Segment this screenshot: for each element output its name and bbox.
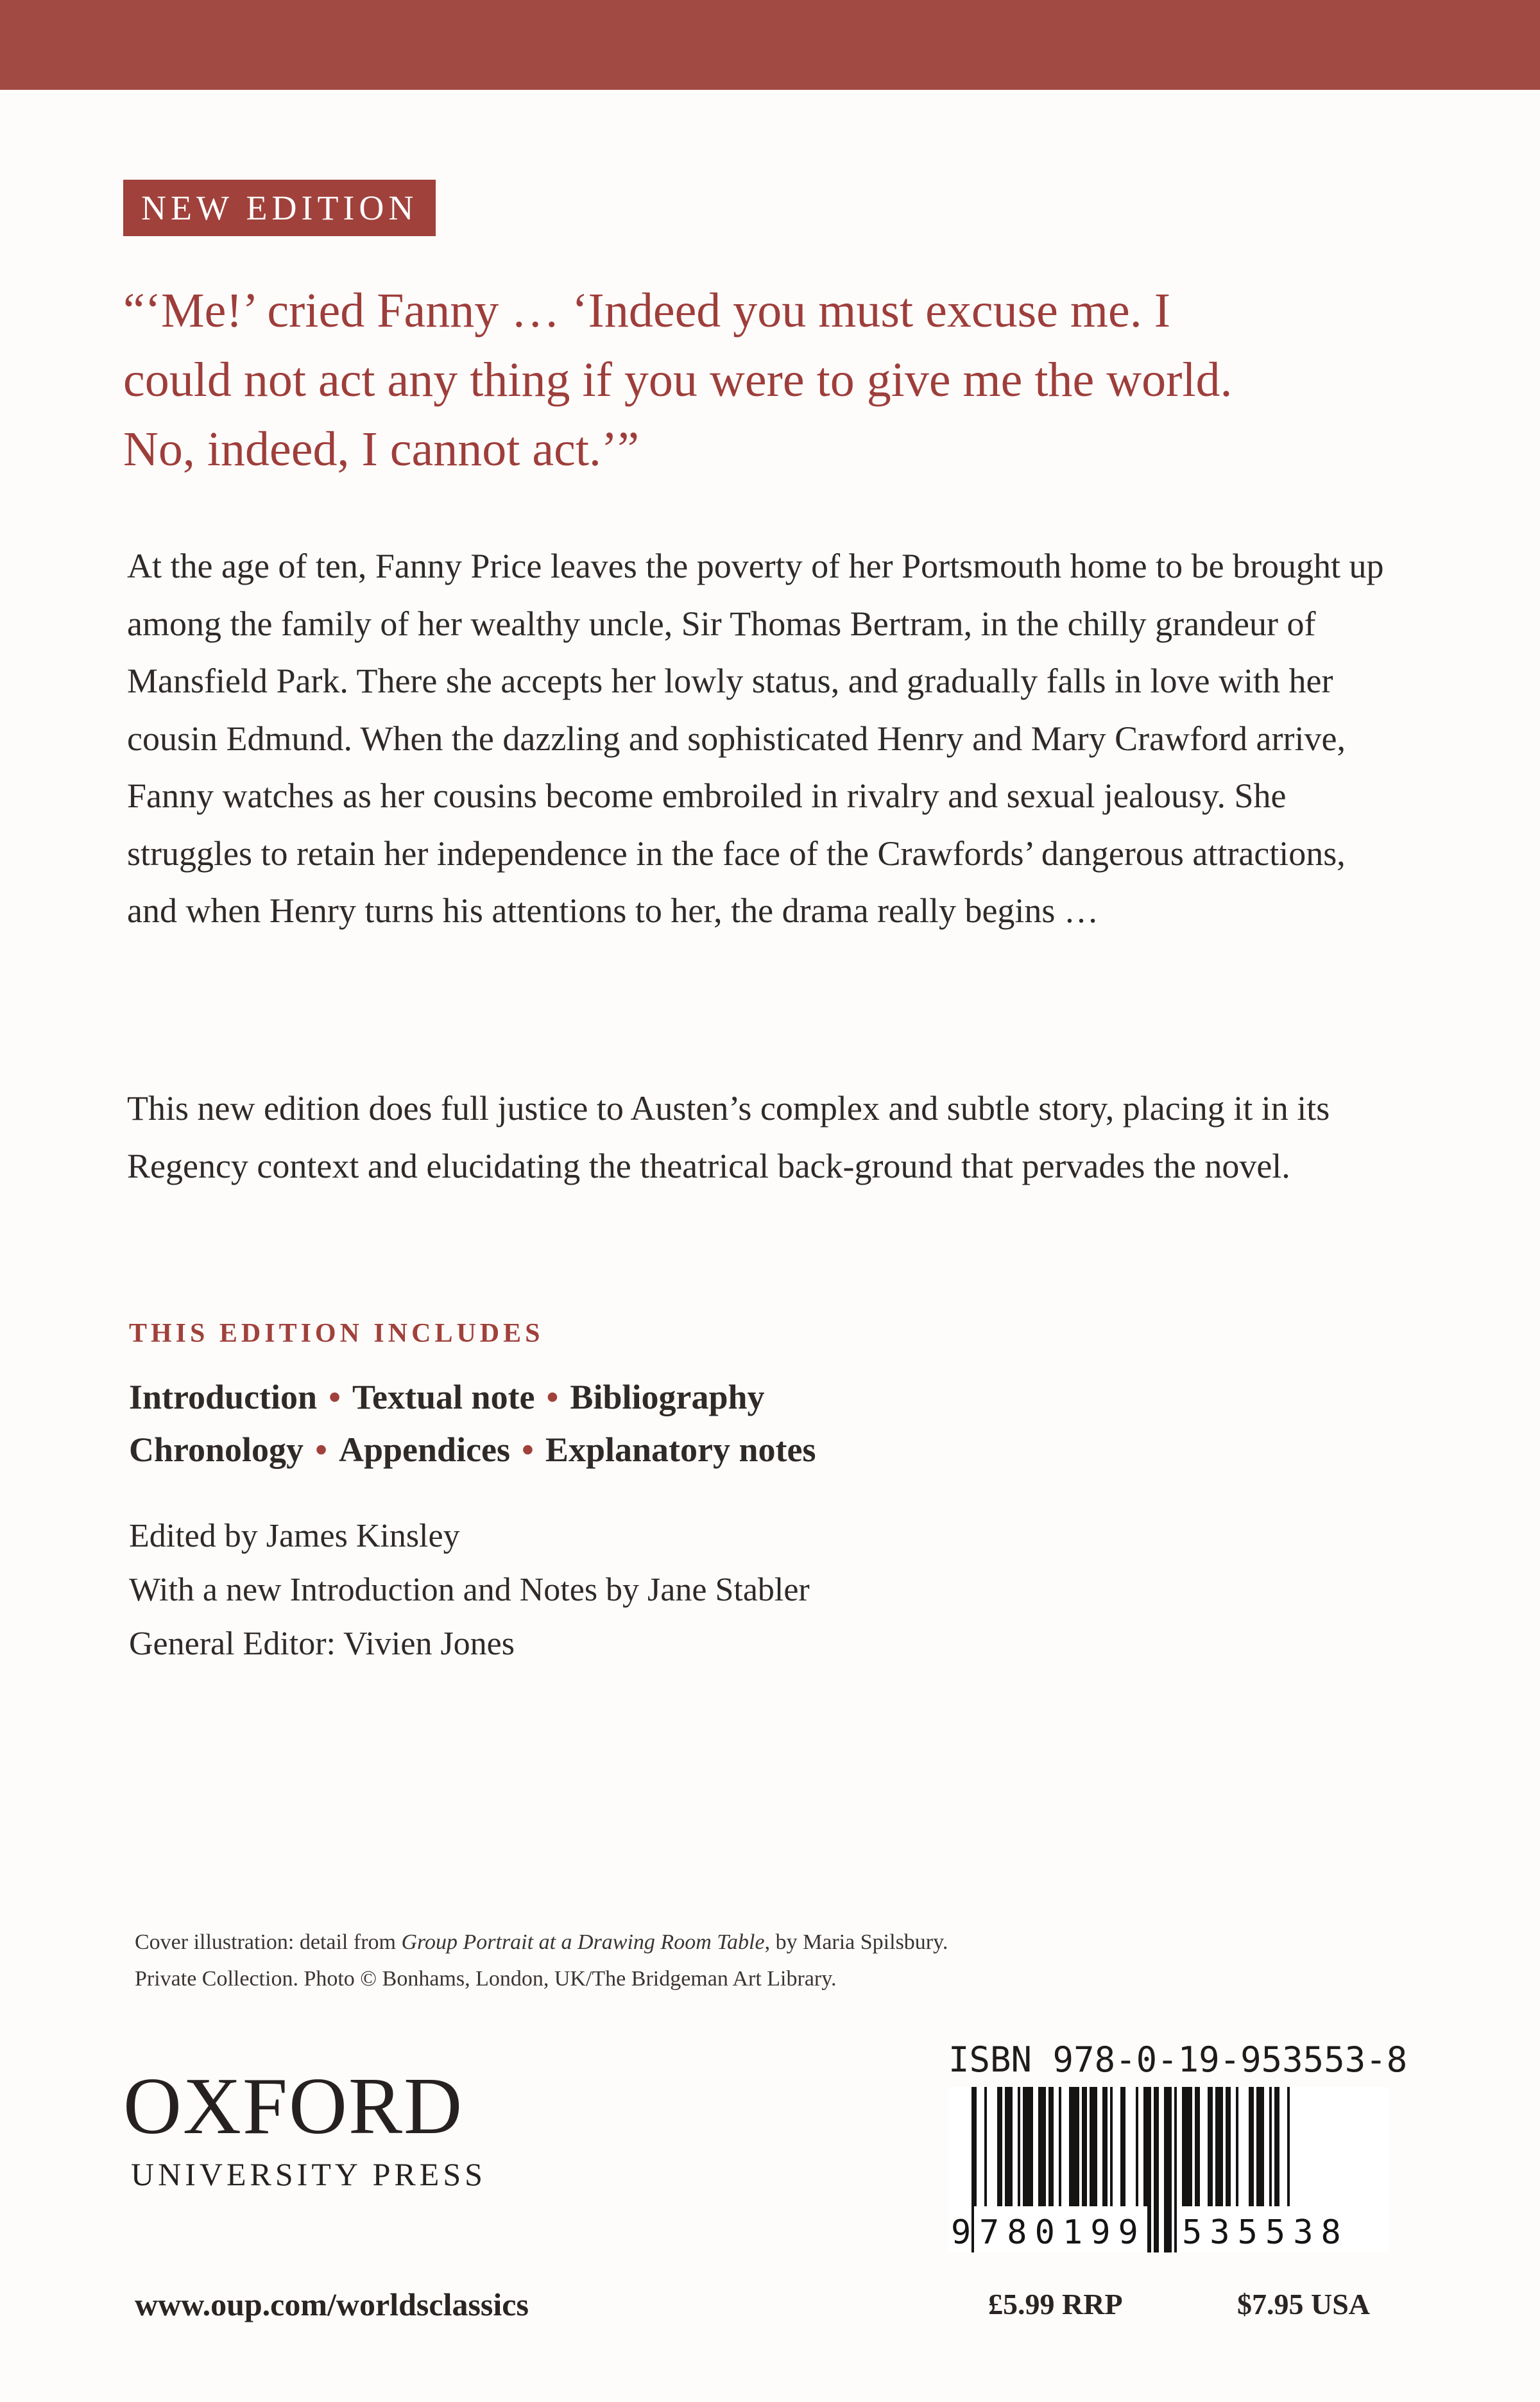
include-item: Textual note [352, 1378, 535, 1416]
include-item: Bibliography [570, 1378, 765, 1416]
bullet-separator: • [315, 1430, 327, 1469]
synopsis-paragraph: At the age of ten, Fanny Price leaves the poverty of her Portsmouth home to be brought up among the family of her wealthy uncle, Sir Thomas Bertram, in the chilly grandeur of Mansfield Park. There she accepts her lowly status, and gradually falls in love with her cousin Edmund. When the dazzling and sophisticated Henry and Mary Crawford arrive, Fanny watches as her cousins become embroiled in rivalry and sexual jealousy. She struggles to retain her independence in the face of the Crawfords’ dangerous attractions, and when Henry turns his attentions to her, the drama really begins … [127, 547, 1384, 930]
includes-heading: THIS EDITION INCLUDES [129, 1319, 544, 1348]
include-item: Chronology [129, 1430, 304, 1469]
edition-credits [129, 1509, 810, 1671]
top-color-band [0, 0, 1540, 90]
general-editor-credit: General Editor: Vivien Jones [129, 1626, 515, 1662]
new-edition-badge: NEW EDITION [123, 180, 436, 236]
include-item: Appendices [338, 1430, 511, 1469]
pull-quote: “‘Me!’ cried Fanny … ‘Indeed you must excuse me. I could not act any thing if you were to give me the world. No, indeed, I cannot act.’” [123, 284, 1233, 476]
bullet-separator: • [329, 1378, 341, 1416]
cover-credit-suffix: , by Maria Spilsbury. [764, 1930, 948, 1954]
cover-illustration-credit [135, 1924, 948, 1997]
university-press-label: UNIVERSITY PRESS [131, 2156, 486, 2192]
includes-list-line-1 [129, 1377, 765, 1417]
barcode-right-digits: 535538 [1182, 2213, 1349, 2252]
includes-list-line-2 [129, 1430, 816, 1470]
include-item: Explanatory notes [545, 1430, 816, 1469]
cover-credit-line-2: Private Collection. Photo © Bonhams, London, UK/The Bridgeman Art Library. [135, 1967, 837, 1991]
barcode-icon [948, 2087, 1389, 2252]
barcode-left-digits: 780199 [979, 2213, 1146, 2252]
bullet-separator: • [546, 1378, 559, 1416]
introduction-credit: With a new Introduction and Notes by Jane Stabler [129, 1572, 810, 1608]
oxford-logo-wordmark: OXFORD [123, 2062, 464, 2151]
edition-summary-paragraph: This new edition does full justice to Austen’s complex and subtle story, placing it in its Regency context and elucidating the theatrical back-ground that pervades the novel. [127, 1089, 1330, 1185]
price-gbp: £5.99 RRP [988, 2288, 1123, 2321]
include-item: Introduction [129, 1378, 318, 1416]
bullet-separator: • [522, 1430, 534, 1469]
editor-credit: Edited by James Kinsley [129, 1518, 460, 1554]
artwork-title: Group Portrait at a Drawing Room Table [401, 1930, 765, 1954]
price-usd: $7.95 USA [1237, 2288, 1371, 2321]
publisher-website-link[interactable]: www.oup.com/worldsclassics [135, 2286, 529, 2322]
barcode-first-digit: 9 [951, 2213, 971, 2252]
isbn-number: ISBN 978-0-19-953553-8 [948, 2039, 1408, 2080]
cover-credit-prefix: Cover illustration: detail from [135, 1930, 402, 1954]
